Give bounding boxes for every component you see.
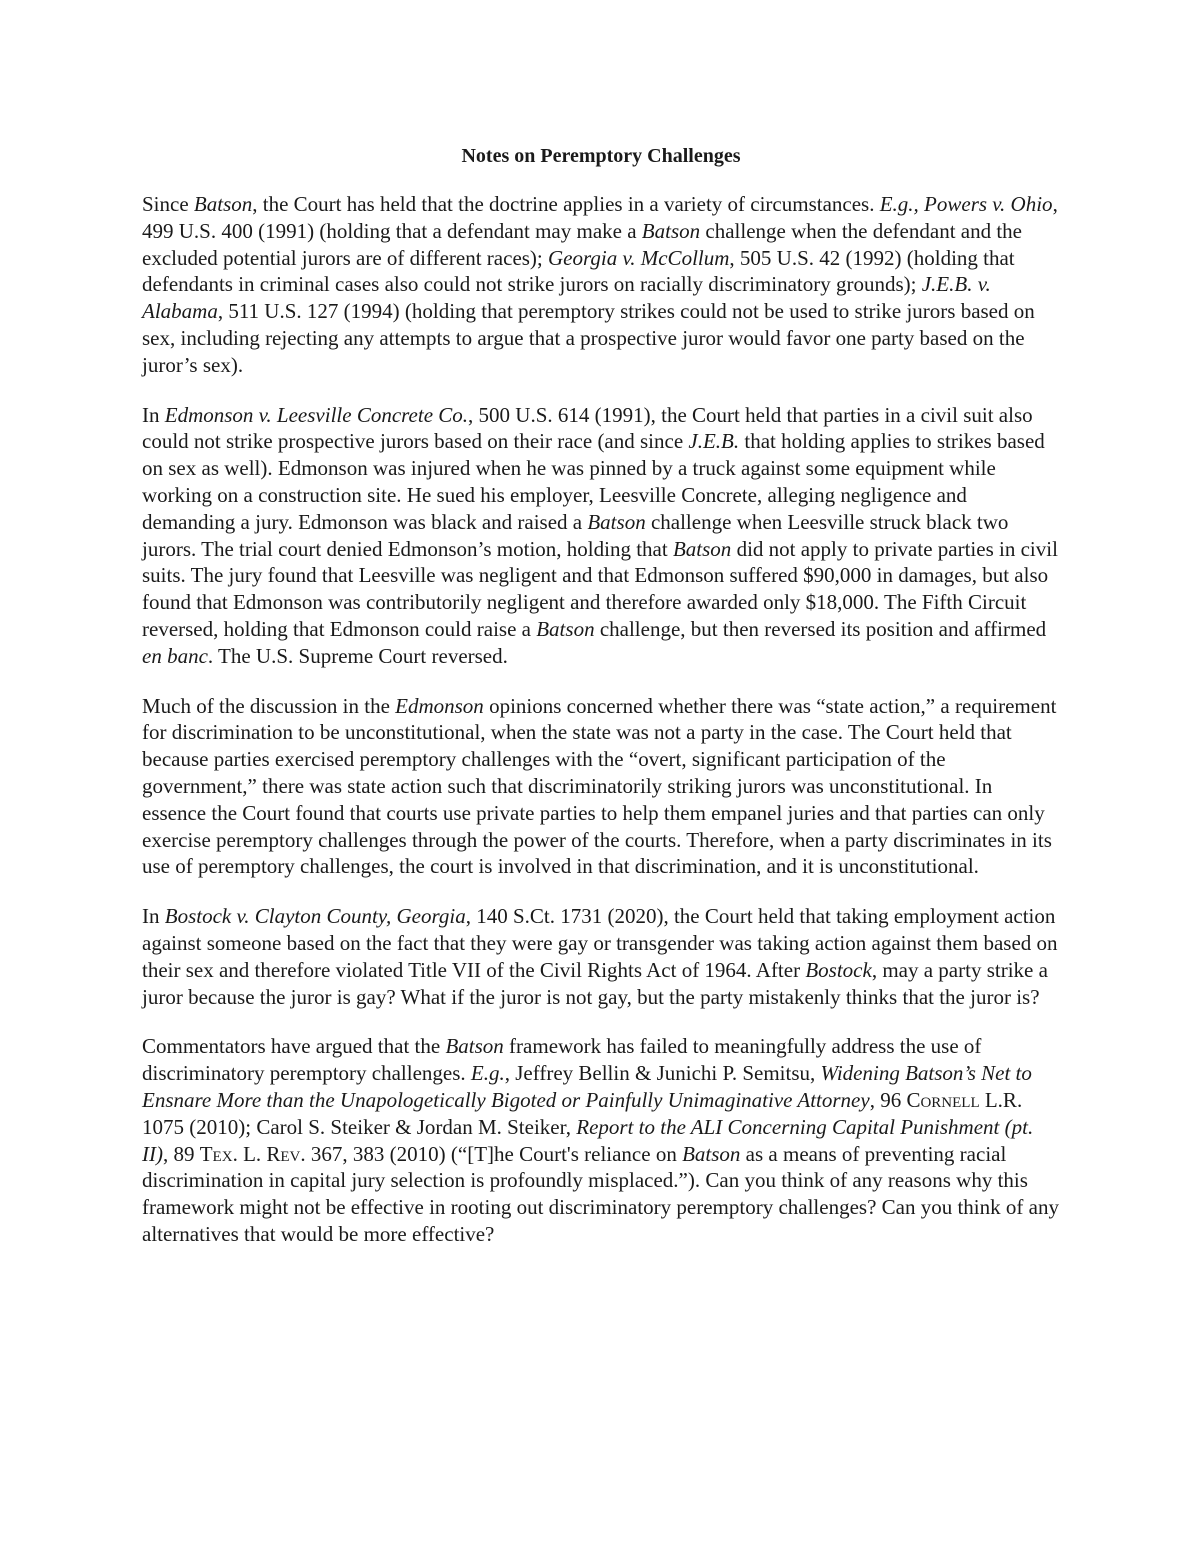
small-caps-run: Tex [199,1141,233,1166]
text-run: , 499 U.S. 400 (1991) (holding that a defendant may make a [142,192,1058,243]
text-run: , 505 U.S. 42 (1992) (holding that defendants in criminal cases also could not strike jurors on racially discriminatory grounds); [142,245,1015,297]
italic-run: Batson [641,218,701,243]
text-run: , 89 [162,1141,200,1166]
text-run: . The U.S. Supreme Court reversed. [207,643,508,668]
text-run: did not apply to private parties in civil suits. The jury found that Leesville was negligent and that Edmonson suffered $90,000 in damages, but also found that Edmonson was contributorily negligent and therefore awarded only $18,000. The Fifth Circuit reversed, holding that Edmonson could raise a [142,536,1058,641]
document-body [142,191,1060,1248]
body-paragraph-2 [142,402,1060,670]
italic-run: Widening Batson’s Net to Ensnare More than the Unapologetically Bigoted or Painfully Unimaginative Attorney [142,1061,1032,1112]
italic-run: Report to the ALI Concerning Capital Punishment (pt. II) [142,1114,1034,1166]
body-paragraph-4 [142,903,1060,1010]
body-paragraph-3 [142,693,1060,881]
text-run: framework has failed to meaningfully address the use of discriminatory peremptory challenges. [142,1034,982,1086]
text-run: , Jeffrey Bellin & Junichi P. Semitsu, [504,1061,821,1086]
text-run: , 140 S.Ct. 1731 (2020), the Court held that taking employment action against someone based on the fact that they were gay or transgender was taking action against them based on their sex and therefore violated Title VII of the Civil Rights Act of 1964. After [142,904,1058,982]
text-run: Commentators have argued that the [142,1034,446,1059]
text-run: , 96 [869,1087,907,1112]
text-run: , 500 U.S. 614 (1991), the Court held that parties in a civil suit also could not strike prospective jurors based on their race (and since [142,402,1033,454]
text-run: Much of the discussion in the [142,693,396,718]
italic-run: J.E.B. [688,429,740,454]
italic-run: E.g., Powers v. Ohio [879,192,1053,216]
text-run: opinions concerned whether there was “state action,” a requirement for discrimination to be unconstitutional, when the state was not a party in the case. The Court held that because parties exercised peremptory challenges with the “overt, significant participation of the government,” there was state action such that discriminatorily striking jurors was unconstitutional. In essence the Court found that courts use private parties to help them empanel juries and that parties can only exercise peremptory challenges through the power of the courts. Therefore, when a party discriminates in its use of peremptory challenges, the court is involved in that discrimination, and it is unconstitutional. [142,693,1057,879]
italic-run: E.g. [470,1061,505,1086]
italic-run: Batson [536,616,595,641]
text-run: In [142,402,165,427]
text-run: , may a party strike a juror because the juror is gay? What if the juror is not gay, but the party mistakenly thinks that the juror is? [142,957,1048,1009]
italic-run: J.E.B. v. Alabama [142,272,991,324]
italic-run: Batson [682,1141,741,1166]
text-run: challenge when the defendant and the excluded potential jurors are of different races); [142,218,1023,270]
italic-run: Bostock v. Clayton County, Georgia [164,904,466,929]
italic-run: Georgia v. McCollum [548,245,730,270]
text-run: . L. [232,1141,267,1166]
italic-run: Batson [672,536,732,561]
text-run: that holding applies to strikes based on sex as well). Edmonson was injured when he was pinned by a truck against some equipment while working on a construction site. He sued his employer, Leesville Concrete, alleging negligence and demanding a jury. Edmonson was black and raised a [142,429,1045,534]
body-paragraph-1 [142,191,1060,379]
text-run: L.R. 1075 (2010); Carol S. Steiker & Jordan M. Steiker, [142,1087,1023,1139]
text-run: , the Court has held that the doctrine applies in a variety of circumstances. [252,192,880,216]
italic-run: Batson [587,509,646,534]
italic-run: Batson [193,192,253,216]
small-caps-run: Rev [266,1141,301,1166]
text-run: . 367, 383 (2010) (“[T]he Court's reliance on [300,1141,683,1166]
document-title: Notes on Peremptory Challenges [461,145,741,167]
text-run: challenge, but then reversed its position and affirmed [594,616,1047,641]
italic-run: Edmonson v. Leesville Concrete Co. [164,402,469,427]
body-paragraph-5 [142,1033,1060,1247]
small-caps-run: Cornell [906,1087,980,1112]
text-run: Since [142,192,194,216]
text-run: , 511 U.S. 127 (1994) (holding that peremptory strikes could not be used to strike jurors based on sex, including rejecting any attempts to argue that a prospective juror would favor one party based on the juror’s sex). [142,299,1035,377]
italic-run: Batson [445,1034,504,1059]
italic-run: en banc [142,643,208,668]
text-run: In [142,904,165,929]
italic-run: Bostock [805,957,872,982]
text-run: as a means of preventing racial discrimination in capital jury selection is profoundly misplaced.”). Can you think of any reasons why this framework might not be effective in rooting out discriminatory peremptory challenges? Can you think of any alternatives that would be more effective? [142,1141,1059,1246]
text-run: challenge when Leesville struck black two jurors. The trial court denied Edmonson’s motion, holding that [142,509,1009,561]
italic-run: Edmonson [395,693,484,718]
